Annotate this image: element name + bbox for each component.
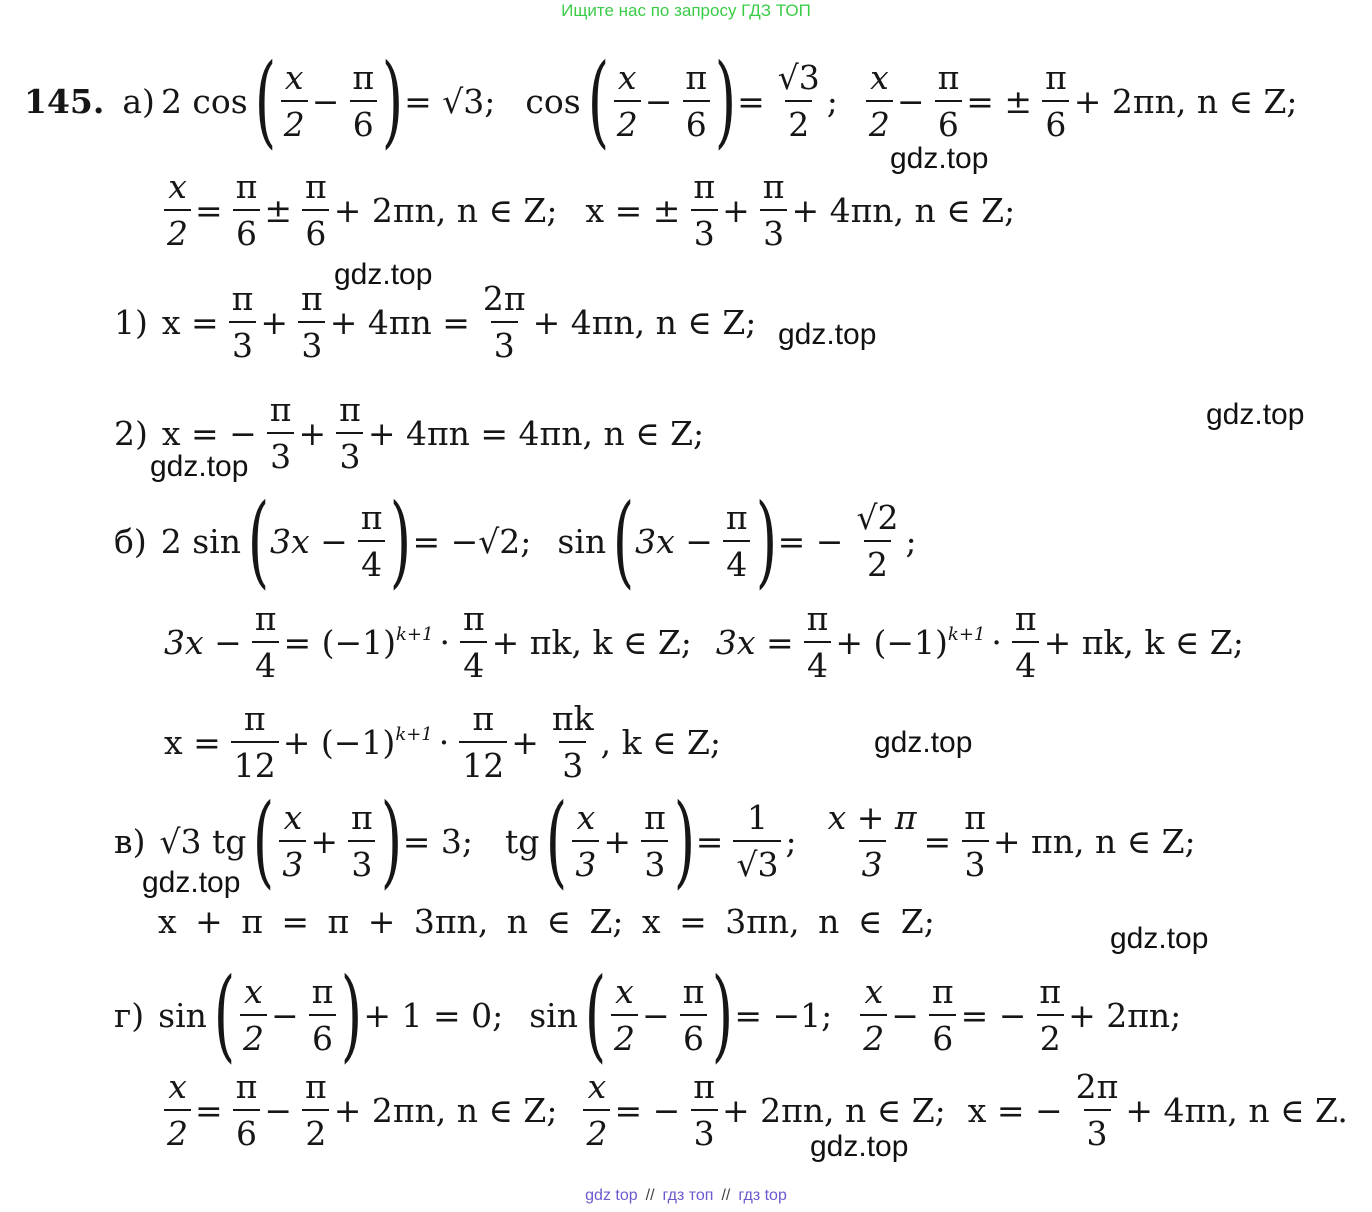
term: + 4πn = 4πn, n ∈ Z; (367, 413, 705, 453)
exponent: k+1 (395, 723, 433, 745)
part-label-g: г) (114, 995, 145, 1035)
term: + 2πn, n ∈ Z; (1073, 81, 1298, 121)
fraction: $\frac{x}{3}$ (572, 801, 599, 881)
fraction: $\frac{x}{2}$ (281, 61, 308, 141)
term: ± (264, 190, 293, 230)
term: = √3; (404, 81, 496, 121)
fraction: $\frac{√2}{2}$ (856, 498, 899, 584)
eq-a-line2 (160, 167, 1021, 253)
term: sin (158, 995, 207, 1035)
fraction: $\frac{\pi}{6}$ (1042, 61, 1070, 141)
term: = (923, 821, 952, 861)
term: + 2πn, n ∈ Z; (333, 190, 558, 230)
paren-close: ) (381, 42, 404, 159)
fraction: $\frac{\pi}{2}$ (1036, 975, 1064, 1055)
op: − (270, 995, 299, 1035)
term: = (195, 190, 223, 230)
fraction: $\frac{\pi}{6}$ (935, 61, 963, 141)
part-label-a: а) (122, 81, 155, 121)
term: + (511, 722, 539, 762)
eq-b-line2 (164, 599, 1250, 685)
term: + (298, 413, 327, 453)
fraction: $\frac{\pi}{4}$ (252, 602, 280, 682)
fraction: $\frac{√3}{2}$ (777, 58, 820, 144)
term: · (991, 622, 1002, 662)
eq-a-case1 (114, 279, 762, 365)
term: + 4πn, n ∈ Z; (532, 302, 757, 342)
fraction: $\frac{\pi}{6}$ (682, 61, 710, 141)
term: ; (905, 521, 917, 561)
eq-b-line1 (114, 482, 923, 599)
watermark: gdz.top (890, 142, 989, 175)
term: cos (525, 81, 581, 121)
fraction: $\frac{x}{2}$ (611, 975, 638, 1055)
paren-close: ) (390, 482, 412, 599)
term: + 4πn, n ∈ Z; (791, 190, 1016, 230)
term: − (264, 1090, 293, 1130)
fraction: $\frac{\pi}{3}$ (229, 282, 257, 362)
fraction: $\frac{1}{√3}$ (733, 801, 781, 881)
eq-v-line2 (158, 902, 941, 941)
paren-open: ( (254, 42, 276, 159)
term: = ± (966, 81, 1033, 121)
term: √3 tg (159, 821, 247, 861)
fraction: $\frac{\pi}{6}$ (233, 1070, 261, 1150)
fraction: $\frac{x}{3}$ (279, 801, 306, 881)
watermark: gdz.top (1206, 398, 1305, 431)
exponent: k+1 (396, 623, 434, 645)
term: + 4πn, n ∈ Z. (1125, 1090, 1348, 1130)
term: + πk, k ∈ Z; (491, 622, 692, 662)
term: tg (505, 821, 540, 861)
term: = (195, 1090, 223, 1130)
watermark: gdz.top (334, 258, 433, 291)
problem-number: 145. (24, 81, 105, 121)
fraction: $\frac{x}{2}$ (240, 975, 267, 1055)
term: 3x = (715, 622, 794, 662)
fraction: $\frac{\pi}{4}$ (723, 501, 751, 581)
footer-link[interactable]: гдз top (738, 1187, 787, 1204)
paren-open: ( (546, 782, 568, 899)
paren-close: ) (712, 956, 734, 1073)
term: 3x − (270, 521, 348, 561)
term: + πn, n ∈ Z; (992, 821, 1196, 861)
op: + (603, 821, 632, 861)
fraction: $\frac{\pi}{2}$ (302, 1070, 330, 1150)
fraction: $\frac{x}{2}$ (164, 170, 191, 250)
fraction: $\frac{\pi k}{3}$ (551, 699, 594, 785)
fraction: $\frac{x}{2}$ (164, 1070, 191, 1150)
term: + (260, 302, 288, 342)
term: + 1 = 0; (363, 995, 504, 1035)
term: = − (614, 1090, 681, 1130)
term: + 2πn, n ∈ Z; (333, 1090, 558, 1130)
term: x + π = π + 3πn, n ∈ Z; x = 3πn, n ∈ Z; (158, 902, 935, 941)
part-label-b: б) (114, 521, 147, 561)
paren-close: ) (380, 782, 402, 899)
fraction: $\frac{\pi}{4}$ (460, 602, 488, 682)
fraction: $\frac{\pi}{6}$ (929, 975, 957, 1055)
term: + $(-1)^{k+1}$ (282, 722, 433, 762)
fraction: $\frac{\pi}{12}$ (459, 702, 507, 782)
case-label: 2) (114, 413, 148, 453)
op: + (310, 821, 339, 861)
watermark: gdz.top (142, 866, 241, 899)
fraction: $\frac{\pi}{6}$ (233, 170, 261, 250)
term: , k ∈ Z; (600, 722, 722, 762)
fraction: $\frac{\pi}{6}$ (349, 61, 377, 141)
term: + 2πn; (1068, 995, 1182, 1035)
fraction: $\frac{\pi}{3}$ (348, 801, 376, 881)
term: + 4πn = (329, 302, 470, 342)
term: = −1; (734, 995, 833, 1035)
watermark: gdz.top (874, 726, 973, 759)
fraction: $\frac{x}{2}$ (614, 61, 641, 141)
fraction: $\frac{\pi}{3}$ (298, 282, 326, 362)
term: = $(-1)^{k+1}$ (283, 622, 434, 662)
op: − (891, 995, 919, 1035)
fraction: $\frac{x}{2}$ (866, 61, 893, 141)
watermark: gdz.top (810, 1130, 909, 1163)
term: ; (785, 821, 797, 861)
fraction: $\frac{\pi}{3}$ (690, 1070, 718, 1150)
paren-open: ( (612, 482, 635, 599)
search-banner[interactable]: Ищите нас по запросу ГДЗ ТОП (561, 1, 811, 20)
eq-g-line2 (160, 1067, 1354, 1153)
paren-close: ) (341, 956, 363, 1073)
op: − (896, 81, 925, 121)
eq-g-line1 (114, 956, 1187, 1073)
eq-b-line3 (164, 699, 727, 785)
term: = − (960, 995, 1027, 1035)
fraction: $\frac{\pi}{4}$ (1012, 602, 1040, 682)
term: x = − (161, 413, 257, 453)
paren-close: ) (673, 782, 696, 899)
paren-open: ( (584, 956, 607, 1073)
term: 3x − (635, 521, 713, 561)
paren-open: ( (247, 482, 270, 599)
op: − (311, 81, 340, 121)
case-label: 1) (114, 302, 148, 342)
fraction: $\frac{\pi}{3}$ (641, 801, 669, 881)
term: · (438, 722, 450, 762)
term: + 2πn, n ∈ Z; (721, 1090, 946, 1130)
paren-close: ) (755, 482, 777, 599)
fraction: $\frac{x}{2}$ (860, 975, 887, 1055)
part-label-v: в) (114, 821, 146, 861)
fraction: $\frac{\pi}{12}$ (231, 702, 279, 782)
term: = −√2; (412, 521, 532, 561)
term: 2 sin (160, 521, 241, 561)
fraction: $\frac{\pi}{3}$ (760, 170, 788, 250)
fraction: $\frac{\pi}{3}$ (690, 170, 718, 250)
op: − (644, 81, 673, 121)
fraction: $\frac{\pi}{4}$ (804, 602, 832, 682)
watermark: gdz.top (1110, 922, 1209, 955)
paren-open: ( (253, 782, 275, 899)
paren-open: ( (213, 956, 236, 1073)
term: = (695, 821, 724, 861)
fraction: $\frac{\pi}{6}$ (680, 975, 708, 1055)
term: + $(-1)^{k+1}$ (835, 622, 986, 662)
term: + (722, 190, 750, 230)
footer-links (0, 1187, 1372, 1205)
fraction: $\frac{\pi}{3}$ (267, 393, 295, 473)
fraction: $\frac{\pi}{3}$ (336, 393, 364, 473)
term: sin (529, 995, 578, 1035)
watermark: gdz.top (150, 450, 249, 483)
term: + πk, k ∈ Z; (1043, 622, 1244, 662)
term: x = − (967, 1090, 1063, 1130)
fraction: $\frac{2\pi}{3}$ (482, 279, 526, 365)
term: ; (826, 81, 838, 121)
eq-v-line1 (114, 782, 1202, 899)
term: 3x − (164, 622, 242, 662)
term: = (737, 81, 765, 121)
term: x = (161, 302, 219, 342)
term: x = (164, 722, 221, 762)
term: = − (777, 521, 844, 561)
fraction: $\frac{x + \pi}{3}$ (827, 798, 917, 884)
term: x = ± (585, 190, 681, 230)
fraction: $\frac{\pi}{6}$ (309, 975, 337, 1055)
fraction: $\frac{\pi}{6}$ (302, 170, 330, 250)
fraction: $\frac{\pi}{3}$ (961, 801, 989, 881)
paren-open: ( (587, 42, 609, 159)
term: sin (557, 521, 607, 561)
footer-separator: // (721, 1187, 731, 1204)
term: · (439, 622, 450, 662)
fraction: $\frac{x}{2}$ (583, 1070, 610, 1150)
op: − (641, 995, 670, 1035)
fraction: $\frac{\pi}{4}$ (358, 501, 386, 581)
watermark: gdz.top (778, 318, 877, 351)
footer-separator: // (645, 1187, 655, 1204)
footer-link[interactable]: gdz top (585, 1187, 638, 1204)
term: = 3; (402, 821, 474, 861)
exponent: k+1 (947, 623, 986, 645)
paren-close: ) (714, 42, 737, 159)
footer-link[interactable]: гдз топ (662, 1187, 714, 1204)
term: 2 cos (160, 81, 248, 121)
fraction: $\frac{2\pi}{3}$ (1075, 1067, 1119, 1153)
